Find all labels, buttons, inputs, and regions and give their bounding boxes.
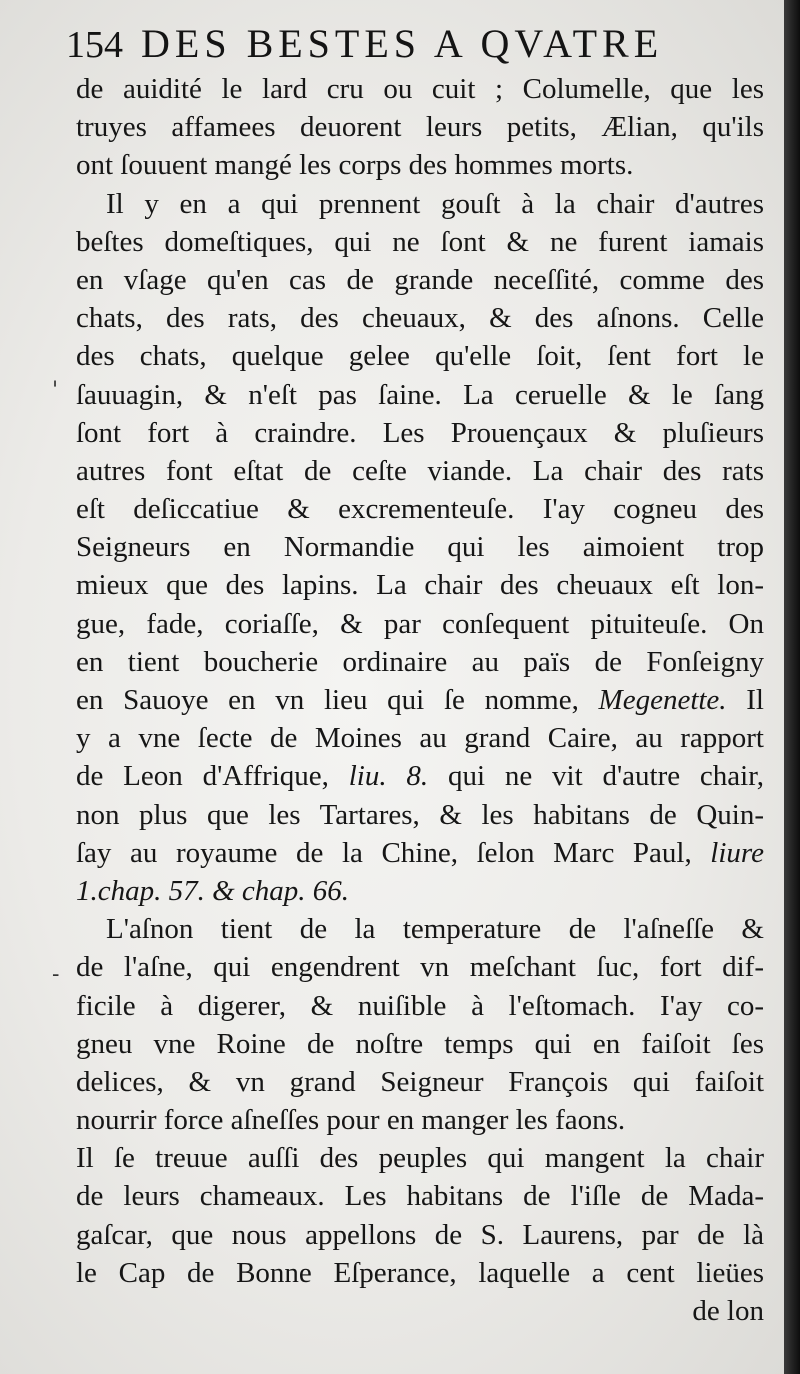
italic-text: liure	[710, 836, 764, 869]
text-line	[76, 414, 764, 452]
body-text	[76, 70, 764, 1330]
text-segment: ſont fort à craindre. Les Prouençaux & pluſieurs	[76, 416, 764, 449]
page-number: 154	[66, 24, 123, 66]
italic-text: liu. 8.	[348, 760, 429, 793]
text-line	[76, 1177, 764, 1215]
margin-mark: '	[52, 378, 59, 403]
text-segment: de lon	[692, 1295, 764, 1327]
text-segment: mieux que des lapins. La chair des cheuaux eſt lon-	[76, 569, 764, 602]
text-line	[76, 1063, 764, 1101]
text-line	[76, 1254, 764, 1292]
text-segment: ſauuagin, & n'eſt pas ſaine. La ceruelle & le ſang	[76, 378, 764, 411]
text-segment: des chats, quelque gelee qu'elle ſoit, ſent fort le	[76, 340, 764, 373]
text-segment: ſay au royaume de la Chine, ſelon Marc Paul,	[76, 836, 711, 869]
text-line	[76, 337, 764, 375]
text-segment: ont ſouuent mangé les corps des hommes morts.	[76, 149, 634, 182]
text-segment: delices, & vn grand Seigneur François qui faiſoit	[76, 1065, 764, 1098]
text-line	[76, 108, 764, 146]
text-segment: de Leon d'Affrique,	[76, 760, 349, 793]
text-segment: Il	[726, 684, 764, 716]
text-line	[76, 910, 764, 948]
text-line	[76, 872, 764, 910]
text-segment: nourrir force aſneſſes pour en manger les faons.	[76, 1104, 626, 1137]
text-line	[76, 1101, 764, 1139]
text-line	[76, 299, 764, 337]
text-line	[76, 452, 764, 490]
text-line	[76, 70, 764, 108]
text-segment: y a vne ſecte de Moines au grand Caire, au rapport	[76, 722, 764, 755]
text-line	[76, 1292, 764, 1330]
text-line	[76, 566, 764, 604]
text-line	[76, 796, 764, 834]
text-segment: Seigneurs en Normandie qui les aimoient trop	[76, 531, 764, 564]
page-edge-shadow	[784, 0, 800, 1374]
text-line	[76, 1025, 764, 1063]
text-line	[76, 185, 764, 223]
text-segment: de leurs chameaux. Les habitans de l'iſle de Mada-	[76, 1180, 764, 1213]
text-segment: L'aſnon tient de la temperature de l'aſneſſe &	[106, 913, 764, 946]
text-segment: Il y en a qui prennent gouſt à la chair d'autres	[106, 187, 764, 220]
text-segment: gue, fade, coriaſſe, & par conſequent pituiteuſe. On	[76, 607, 764, 640]
italic-text: Megenette.	[598, 684, 727, 716]
text-line	[76, 490, 764, 528]
text-segment: en vſage qu'en cas de grande neceſſité, comme des	[76, 263, 764, 296]
text-line	[76, 223, 764, 261]
text-segment: beſtes domeſtiques, qui ne ſont & ne furent iamais	[76, 225, 764, 258]
text-segment: de l'aſne, qui engendrent vn meſchant ſuc, fort dif-	[76, 951, 764, 984]
text-segment: de auidité le lard cru ou cuit ; Columelle, que les	[76, 73, 764, 105]
text-segment: chats, des rats, des cheuaux, & des aſnons. Celle	[76, 302, 764, 335]
text-line	[76, 719, 764, 757]
text-line	[76, 261, 764, 299]
text-segment: Il ſe treuue auſſi des peuples qui mangent la chair	[76, 1142, 764, 1175]
text-segment: ficile à digerer, & nuiſible à l'eſtomach. I'ay co-	[76, 989, 764, 1022]
text-line	[76, 681, 764, 719]
italic-text: 1.chap. 57. & chap. 66.	[76, 874, 350, 907]
text-line	[76, 643, 764, 681]
text-line	[76, 834, 764, 872]
text-segment: le Cap de Bonne Eſperance, laquelle a cent lieües	[76, 1256, 764, 1289]
text-segment: autres font eſtat de ceſte viande. La chair des rats	[76, 454, 764, 487]
text-line	[76, 528, 764, 566]
text-line	[76, 987, 764, 1025]
text-segment: non plus que les Tartares, & les habitans de Quin-	[76, 798, 764, 831]
margin-mark: -	[52, 962, 60, 987]
text-segment: truyes affamees deuorent leurs petits, Ælian, qu'ils	[76, 111, 764, 144]
text-line	[76, 757, 764, 795]
text-segment: qui ne vit d'autre chair,	[428, 760, 764, 793]
text-line	[76, 605, 764, 643]
text-line	[76, 948, 764, 986]
text-segment: eſt deſiccatiue & excrementeuſe. I'ay cogneu des	[76, 493, 764, 526]
text-line	[76, 1216, 764, 1254]
text-segment: gaſcar, que nous appellons de S. Laurens, par de là	[76, 1218, 764, 1251]
page-header	[66, 20, 663, 76]
text-segment: en tient boucherie ordinaire au païs de Fonſeigny	[76, 645, 764, 678]
text-line	[76, 1139, 764, 1177]
text-segment: gneu vne Roine de noſtre temps qui en faiſoit ſes	[76, 1027, 764, 1060]
text-segment: en Sauoye en vn lieu qui ſe nomme,	[76, 684, 599, 716]
text-line	[76, 376, 764, 414]
text-line	[76, 146, 764, 184]
running-head: DES BESTES A QVATRE	[141, 21, 664, 66]
